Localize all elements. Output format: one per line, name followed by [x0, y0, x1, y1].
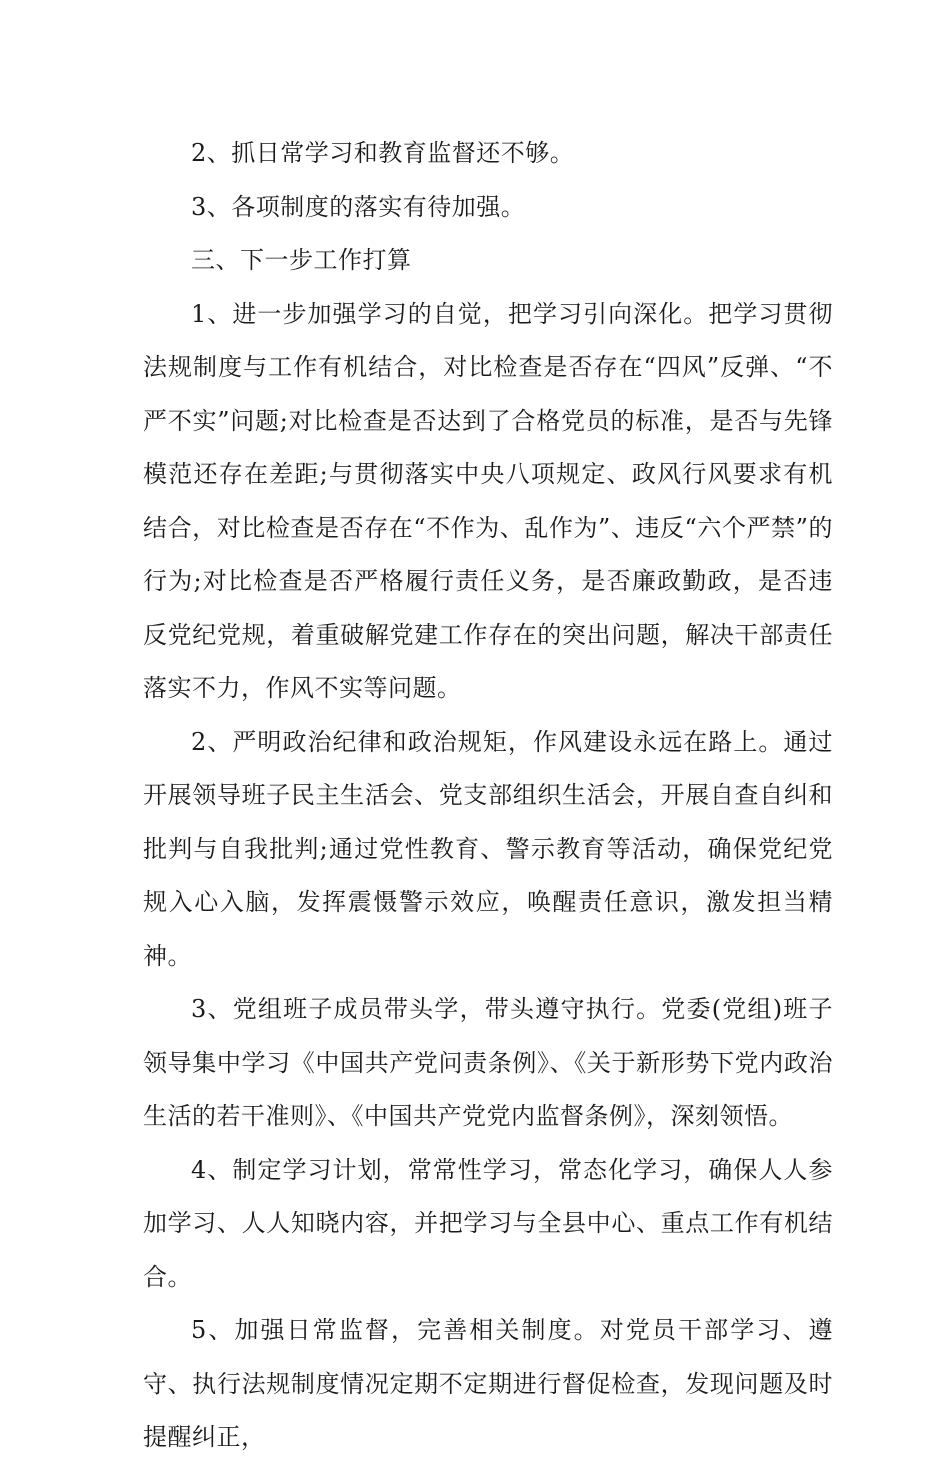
paragraph-plan-1: 1、进一步加强学习的自觉，把学习引向深化。把学习贯彻法规制度与工作有机结合，对比检查是否存在“四风”反弹、“不严不实”问题;对比检查是否达到了合格党员的标准，是否与先锋模范还存在差距;与贯彻落实中央八项规定、政风行风要求有机结合，对比检查是否存在“不作为、乱作为”、违反“六个严禁”的行为;对比检查是否严格履行责任义务，是否廉政勤政，是否违反党纪党规，着重破解党建工作存在的突出问题，解决干部责任落实不力，作风不实等问题。 [143, 299, 833, 702]
paragraph-plan-2: 2、严明政治纪律和政治规矩，作风建设永远在路上。通过开展领导班子民主生活会、党支部组织生活会，开展自查自纠和批判与自我批判;通过党性教育、警示教育等活动，确保党纪党规入心入脑，发挥震慑警示效应，唤醒责任意识，激发担当精神。 [143, 727, 833, 970]
paragraph-plan-5: 5、加强日常监督，完善相关制度。对党员干部学习、遵守、执行法规制度情况定期不定期进行督促检查，发现问题及时提醒纠正， [143, 1316, 833, 1451]
paragraph-item-2-issue: 2、抓日常学习和教育监督还不够。 [191, 139, 575, 167]
document-body [143, 127, 833, 1465]
paragraph-item-3-issue: 3、各项制度的落实有待加强。 [191, 192, 526, 221]
paragraph-plan-3: 3、党组班子成员带头学，带头遵守执行。党委(党组)班子领导集中学习《中国共产党问责条例》、《关于新形势下党内政治生活的若干准则》、《中国共产党党内监督条例》，深刻领悟。 [143, 995, 833, 1130]
paragraph-plan-4: 4、制定学习计划，常常性学习，常态化学习，确保人人参加学习、人人知晓内容，并把学习与全县中心、重点工作有机结合。 [143, 1155, 833, 1291]
section-heading-next-steps: 三、下一步工作打算 [191, 246, 412, 274]
